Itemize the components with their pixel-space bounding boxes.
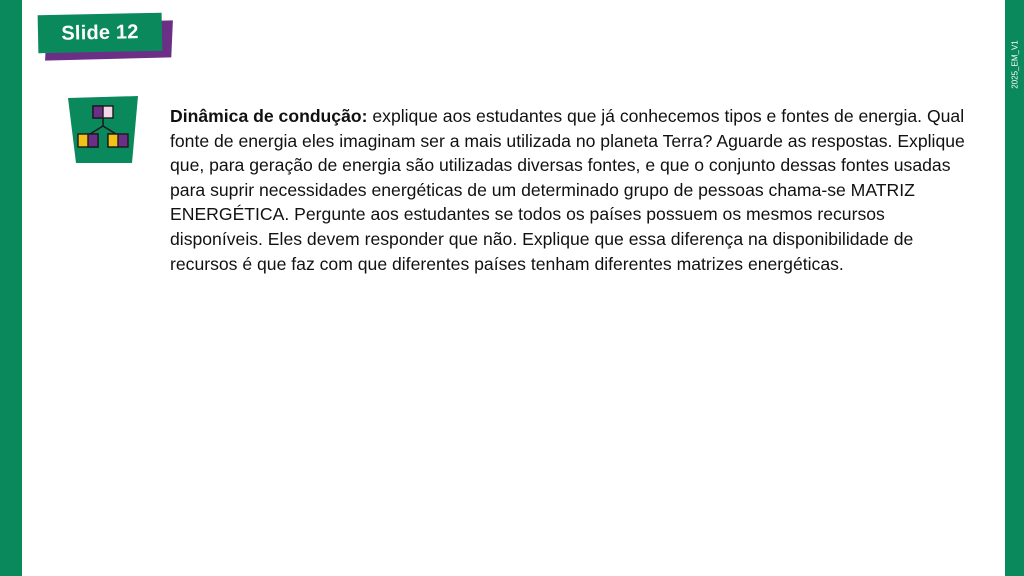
slide-number-label: Slide 12 [61,20,139,45]
teacher-notes-paragraph [170,104,970,276]
left-border-bar [0,0,22,576]
notes-body: explique aos estudantes que já conhecemos tipos e fontes de energia. Qual fonte de energia eles imaginam ser a mais utilizada no planeta Terra? Aguarde as respostas. Explique que, para geração de energia são utilizadas diversas fontes, e que o conjunto dessas fontes usadas para suprir necessidades energéticas de um determinado grupo de pessoas chama-se MATRIZ ENERGÉTICA. Pergunte aos estudantes se todos os países possuem os mesmos recursos disponíveis. Eles devem responder que não. Explique que essa diferença na disponibilidade de recursos é que faz com que diferentes países tenham diferentes matrizes energéticas. [170,106,965,274]
slide-tag-face [38,13,163,54]
notes-lead: Dinâmica de condução: [170,106,368,126]
slide-number-tag [38,12,178,60]
connected-books-icon [66,96,140,164]
version-code [1008,28,1022,100]
version-code-text: 2025_EM_V1 [1010,39,1020,89]
